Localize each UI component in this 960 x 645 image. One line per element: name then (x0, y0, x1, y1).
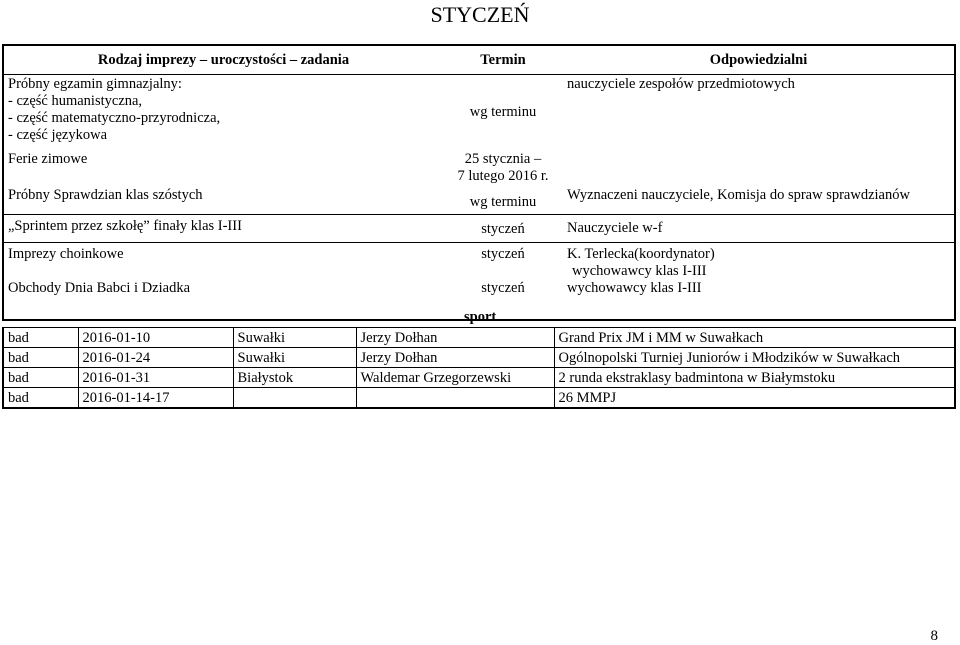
event-date: styczeń (443, 243, 563, 281)
sport-date: 2016-01-14-17 (78, 388, 233, 409)
sport-heading: sport (464, 309, 497, 325)
sport-discipline: bad (3, 348, 78, 368)
event-date: wg terminu (469, 104, 537, 121)
sport-date: 2016-01-10 (78, 328, 233, 348)
sport-discipline: bad (3, 328, 78, 348)
sport-city (233, 388, 356, 409)
sport-city: Białystok (233, 368, 356, 388)
event-name: Ferie zimowe (8, 150, 88, 167)
sport-discipline: bad (3, 388, 78, 409)
event-name: Próbny Sprawdzian klas szóstych (8, 186, 203, 203)
sport-event: 26 MMPJ (554, 388, 955, 409)
sport-coach: Jerzy Dołhan (356, 348, 554, 368)
event-row (3, 215, 955, 243)
event-name: Imprezy choinkowe (3, 243, 443, 281)
sport-coach: Waldemar Grzegorzewski (356, 368, 554, 388)
event-responsible: Nauczyciele w-f (563, 215, 955, 243)
event-date: styczeń (481, 280, 525, 296)
sport-event: Grand Prix JM i MM w Suwałkach (554, 328, 955, 348)
page-title: STYCZEŃ (430, 2, 530, 27)
sport-table (2, 327, 956, 409)
table-row (3, 368, 955, 388)
event-responsible: Wyznaczeni nauczyciele, Komisja do spraw sprawdzianów (567, 186, 910, 203)
event-responsible: K. Terlecka(koordynator) wychowawcy klas I-III (563, 243, 955, 281)
event-row (3, 243, 955, 281)
event-responsible: wychowawcy klas I-III (567, 280, 702, 296)
table-row (3, 388, 955, 409)
event-name: Obchody Dnia Babci i Dziadka (8, 280, 191, 296)
sport-coach: Jerzy Dołhan (356, 328, 554, 348)
sport-event: 2 runda ekstraklasy badmintona w Białymstoku (554, 368, 955, 388)
events-table-header (3, 45, 955, 75)
event-name: Próbny egzamin gimnazjalny: - część humanistyczna, - część matematyczno-przyrodnicza, - część językowa (8, 76, 221, 143)
sport-city: Suwałki (233, 328, 356, 348)
event-row (3, 151, 955, 187)
table-row (3, 328, 955, 348)
sport-coach (356, 388, 554, 409)
header-event: Rodzaj imprezy – uroczystości – zadania (3, 45, 443, 75)
page-number: 8 (930, 628, 938, 644)
table-row (3, 348, 955, 368)
event-responsible (563, 151, 955, 187)
event-responsible: nauczyciele zespołów przedmiotowych (567, 76, 795, 92)
sport-date: 2016-01-24 (78, 348, 233, 368)
event-date: styczeń (443, 215, 563, 243)
sport-city: Suwałki (233, 348, 356, 368)
event-row (3, 75, 955, 151)
event-name: „Sprintem przez szkołę” finały klas I-III (3, 215, 443, 243)
event-row (3, 187, 955, 215)
header-date: Termin (443, 45, 563, 75)
events-table (2, 44, 956, 321)
event-date: wg terminu (469, 193, 537, 210)
event-date: 25 stycznia – 7 lutego 2016 r. (457, 150, 549, 184)
sport-discipline: bad (3, 368, 78, 388)
sport-date: 2016-01-31 (78, 368, 233, 388)
sport-event: Ogólnopolski Turniej Juniorów i Młodzików w Suwałkach (554, 348, 955, 368)
header-responsible: Odpowiedzialni (563, 45, 955, 75)
